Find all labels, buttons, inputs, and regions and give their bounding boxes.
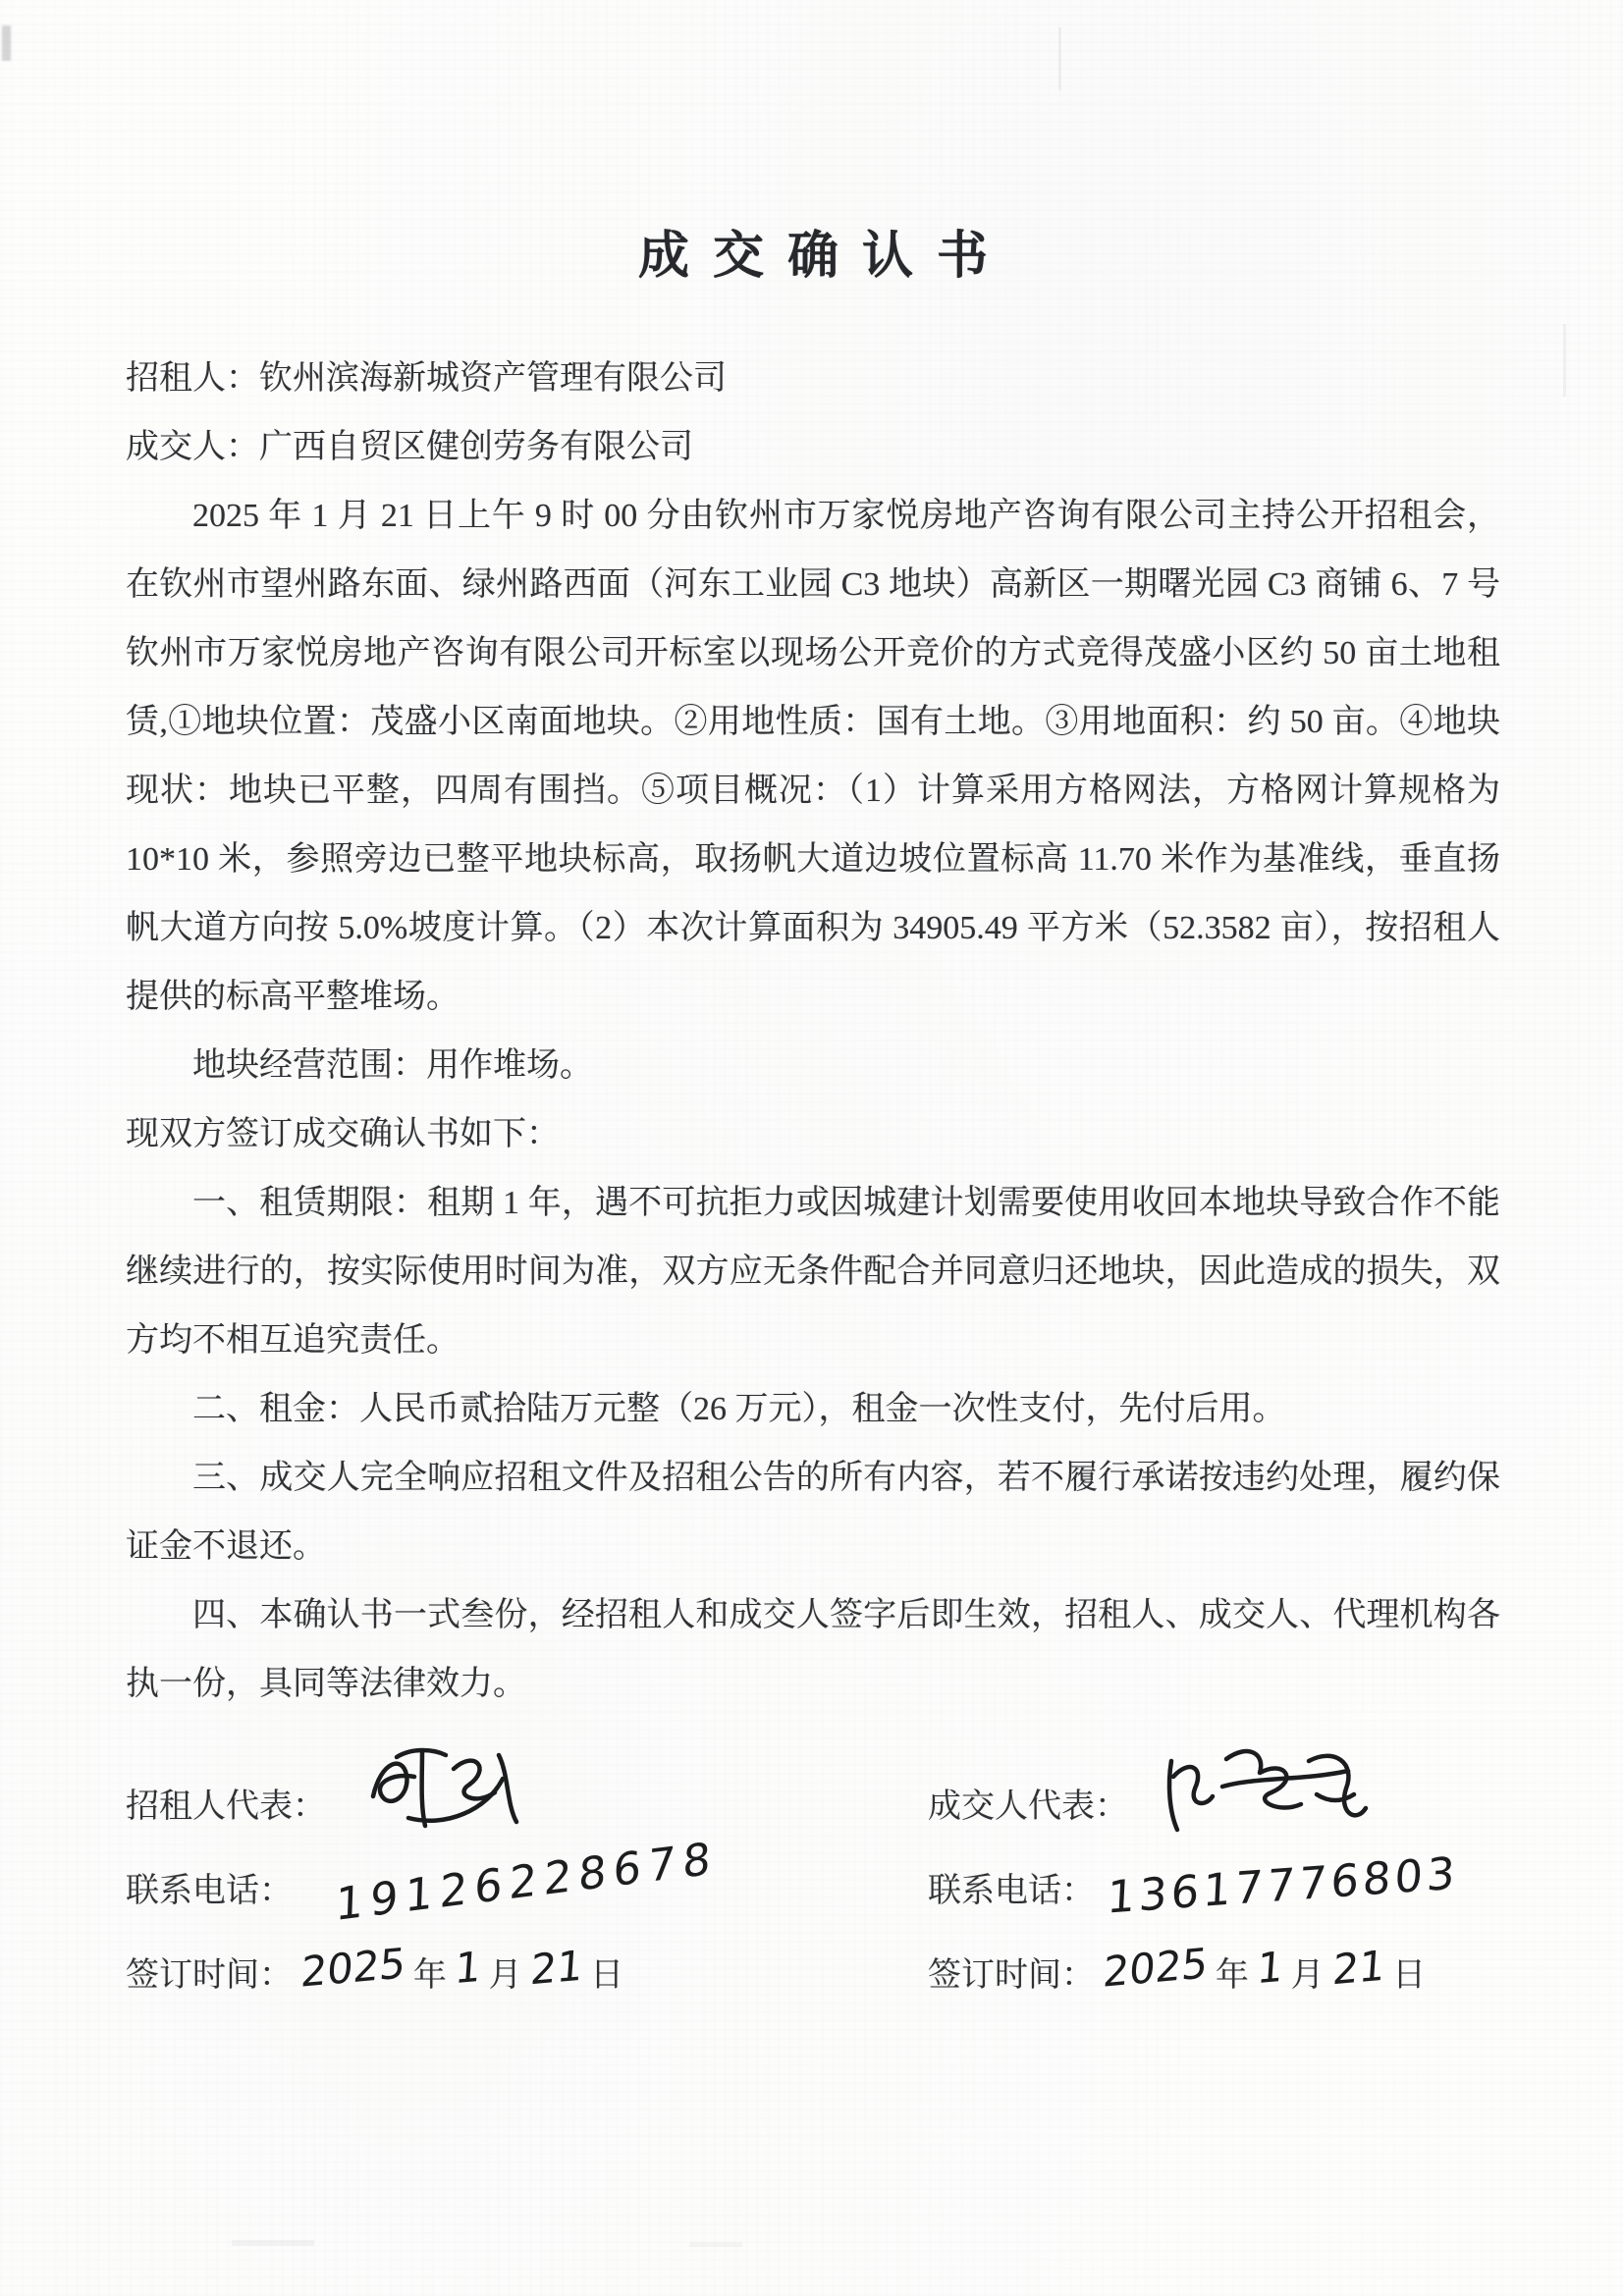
lessor-phone-label: 联系电话：: [126, 1872, 293, 1909]
lessee-date-day-handwritten: 21: [1330, 1940, 1386, 1995]
lessee-phone-row: [928, 1844, 1500, 1929]
lessee-phone-label: 联系电话：: [928, 1872, 1095, 1909]
document-body: [126, 345, 1500, 1719]
lessor-handwritten-signature: [352, 1735, 544, 1838]
lessor-date-month-handwritten: 1: [453, 1942, 483, 1993]
lessor-phone-row: [126, 1831, 928, 1931]
lessor-signature-block: [126, 1760, 928, 2013]
lessor-date-year-unit: 年: [412, 1956, 447, 1994]
lessor-date-row: [126, 1929, 928, 2013]
signature-area: [126, 1760, 1500, 2013]
document-content: [0, 214, 1623, 2013]
lessee-date-day-unit: 日: [1392, 1956, 1427, 1994]
scan-artifact: [232, 2240, 314, 2246]
body-paragraph: 二、租金：人民币贰拾陆万元整（26 万元），租金一次性支付，先付后用。: [192, 1391, 1286, 1427]
lessee-date-year-handwritten: 2025: [1101, 1938, 1210, 1997]
lessor-date-label: 签订时间：: [126, 1956, 293, 1994]
body-paragraph: 2025 年 1 月 21 日上午 9 时 00 分由钦州市万家悦房地产咨询有限公司主持公开招租会，在钦州市望州路东面、绿州路西面（河东工业园 C3 地块）高新区一期曙光园 C3 商铺 6、7 号钦州市万家悦房地产咨询有限公司开标室以现场公开竞价的方式竞得茂盛小区约 50 亩土地租赁,①地块位置：茂盛小区南面地块。②用地性质：国有土地。③用地面积：约 50 亩。④地块现状：地块已平整，四周有围挡。⑤项目概况：（1）计算采用方格网法，方格网计算规格为 10*10 米，参照旁边已整平地块标高，取扬帆大道边坡位置标高 11.70 米作为基准线，垂直扬帆大道方向按 5.0%坡度计算。（2）本次计算面积为 34905.49 平方米（52.3582 亩），按招租人提供的标高平整堆场。: [126, 498, 1500, 1015]
lessee-date-month-unit: 月: [1290, 1956, 1325, 1994]
body-paragraph: 四、本确认书一式叁份，经招租人和成交人签字后即生效，招租人、成交人、代理机构各执一份，具同等法律效力。: [126, 1597, 1500, 1702]
body-paragraph: 地块经营范围：用作堆场。: [192, 1047, 593, 1084]
lessee-name: 广西自贸区健创劳务有限公司: [259, 429, 693, 465]
lessee-phone-number-handwritten: 13617776803: [1106, 1845, 1461, 1924]
document-title: 成交确认书: [637, 229, 1011, 285]
lessor-date-month-unit: 月: [488, 1956, 522, 1994]
lessee-label: 成交人：: [126, 429, 259, 465]
lessee-date-row: [928, 1929, 1500, 2013]
lessee-representative-row: [928, 1760, 1500, 1844]
body-paragraph: 现双方签订成交确认书如下：: [126, 1116, 560, 1152]
lessee-representative-label: 成交人代表：: [928, 1788, 1128, 1825]
lessee-date-year-unit: 年: [1215, 1956, 1249, 1994]
lessor-representative-label: 招租人代表：: [126, 1788, 326, 1825]
lessee-handwritten-signature: [1154, 1732, 1374, 1842]
lessor-date-year-handwritten: 2025: [298, 1938, 407, 1997]
scan-artifact: [689, 2242, 742, 2247]
lessee-date-label: 签订时间：: [928, 1956, 1095, 1994]
party-line-lessor: [126, 345, 1500, 413]
scan-artifact: [2, 26, 11, 61]
lessor-name: 钦州滨海新城资产管理有限公司: [259, 360, 727, 397]
body-paragraph: 一、租赁期限：租期 1 年，遇不可抗拒力或因城建计划需要使用收回本地块导致合作不能继续进行的，按实际使用时间为准，双方应无条件配合并同意归还地块，因此造成的损失，双方均不相互追究责任。: [126, 1185, 1500, 1359]
lessee-date-month-handwritten: 1: [1255, 1942, 1285, 1993]
lessor-label: 招租人：: [126, 360, 259, 397]
lessor-date-day-handwritten: 21: [528, 1940, 584, 1995]
scan-artifact: [1058, 27, 1061, 90]
party-line-lessee: [126, 413, 1500, 482]
lessor-date-day-unit: 日: [590, 1956, 624, 1994]
lessee-signature-block: [928, 1760, 1500, 2013]
body-paragraph: 三、成交人完全响应招租文件及招租公告的所有内容，若不履行承诺按违约处理，履约保证金不退还。: [126, 1460, 1500, 1565]
lessor-phone-number-handwritten: 19126228678: [334, 1831, 719, 1931]
lessor-representative-row: [126, 1760, 928, 1844]
